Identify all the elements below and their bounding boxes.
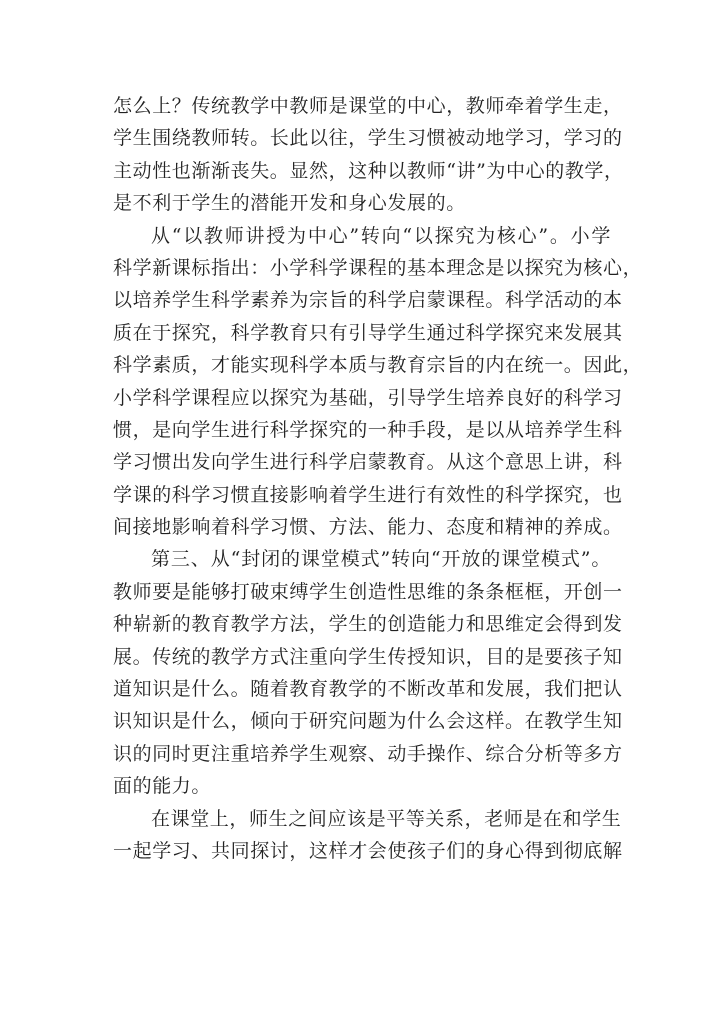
- text-line: 学课的科学习惯直接影响着学生进行有效性的科学探究，也: [113, 483, 623, 506]
- text-line: 科学新课标指出：小学科学课程的基本理念是以探究为核心，: [113, 256, 643, 279]
- text-line: 间接地影响着科学习惯、方法、能力、态度和精神的养成。: [113, 516, 623, 539]
- text-line: 怎么上？传统教学中教师是课堂的中心，教师牵着学生走，: [113, 95, 623, 117]
- text-line: 科学素质，才能实现科学本质与教育宗旨的内在统一。因此，: [113, 354, 643, 377]
- text-line: 是不利于学生的潜能开发和身心发展的。: [113, 192, 466, 215]
- text-line: 道知识是什么。随着教育教学的不断改革和发展，我们把认: [113, 678, 623, 701]
- text-line: 以培养学生科学素养为宗旨的科学启蒙课程。科学活动的本: [113, 289, 623, 312]
- paragraph-first-line: 从“以教师讲授为中心”转向“以探究为核心”。小学: [151, 224, 611, 247]
- text-line: 展。传统的教学方式注重向学生传授知识，目的是要孩子知: [113, 645, 623, 668]
- text-line: 学生围绕教师转。长此以往，学生习惯被动地学习，学习的: [113, 127, 623, 150]
- paragraph-first-line: 第三、从“封闭的课堂模式”转向“开放的课堂模式”。: [151, 548, 611, 571]
- paragraph-first-line: 在课堂上，师生之间应该是平等关系，老师是在和学生: [151, 807, 622, 830]
- text-line: 惯，是向学生进行科学探究的一种手段，是以从培养学生科: [113, 418, 623, 441]
- text-line: 识的同时更注重培养学生观察、动手操作、综合分析等多方: [113, 742, 623, 765]
- text-line: 一起学习、共同探讨，这样才会使孩子们的身心得到彻底解: [113, 839, 623, 862]
- text-line: 种崭新的教育教学方法，学生的创造能力和思维定会得到发: [113, 613, 623, 636]
- text-line: 质在于探究，科学教育只有引导学生通过科学探究来发展其: [113, 321, 623, 344]
- text-line: 学习惯出发向学生进行科学启蒙教育。从这个意思上讲，科: [113, 451, 623, 474]
- text-line: 面的能力。: [113, 775, 212, 798]
- text-line: 识知识是什么，倾向于研究问题为什么会这样。在教学生知: [113, 710, 623, 733]
- text-line: 主动性也渐渐丧失。显然，这种以教师“讲”为中心的教学，: [113, 159, 624, 182]
- text-line: 小学科学课程应以探究为基础，引导学生培养良好的科学习: [113, 386, 623, 409]
- body-text: [113, 90, 643, 867]
- text-line: 教师要是能够打破束缚学生创造性思维的条条框框，开创一: [113, 580, 623, 603]
